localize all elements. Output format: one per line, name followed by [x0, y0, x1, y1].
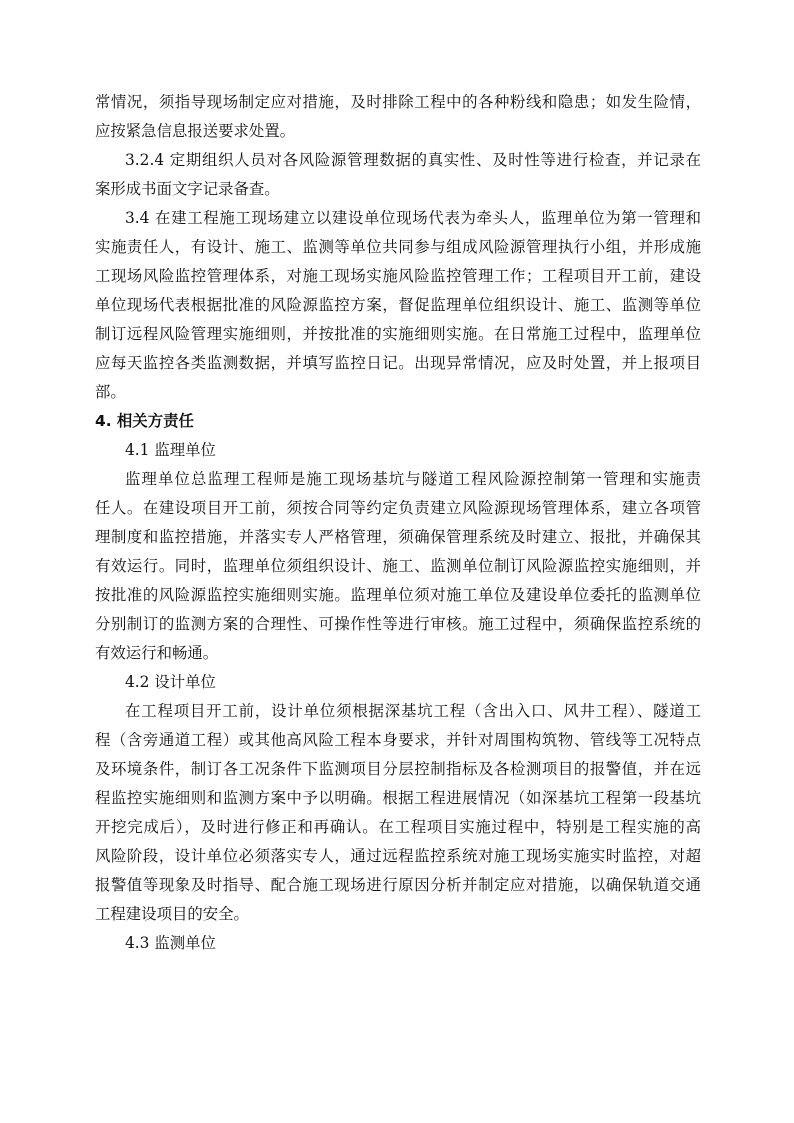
text-line: 监理单位总监理工程师是施工现场基坑与隧道工程风险源控制第一管理和实施责	[125, 470, 701, 488]
text-line: 常情况，须指导现场制定应对措施，及时排除工程中的各种粉线和隐患；如发生险情，	[95, 93, 701, 111]
section-4-heading: 4. 相关方责任	[95, 412, 194, 430]
text-line: 开挖完成后），及时进行修正和再确认。在工程项目实施过程中，特别是工程实施的高	[95, 818, 701, 836]
item-3-4-paragraph	[95, 204, 701, 407]
section-4-1-heading: 4.1 监理单位	[125, 441, 216, 459]
text-line: 3.2.4 定期组织人员对各风险源管理数据的真实性、及时性等进行检查，并记录在	[125, 151, 701, 169]
text-line: 部。	[95, 383, 126, 401]
text-line: 程（含旁通道工程）或其他高风险工程本身要求，并针对周围构筑物、管线等工况特点	[95, 731, 701, 749]
item-3-2-4-paragraph	[95, 146, 701, 204]
section-4-2-heading: 4.2 设计单位	[125, 673, 216, 691]
text-line: 3.4 在建工程施工现场建立以建设单位现场代表为牵头人，监理单位为第一管理和	[125, 209, 701, 227]
text-line: 应每天监控各类监测数据，并填写监控日记。出现异常情况，应及时处置，并上报项目	[95, 354, 701, 372]
text-line: 有效运行和畅通。	[95, 644, 219, 662]
section-4-3-heading: 4.3 监测单位	[125, 934, 216, 952]
text-line: 风险阶段，设计单位必须落实专人，通过远程监控系统对施工现场实施实时监控，对超	[95, 847, 701, 865]
text-line: 及环境条件，制订各工况条件下监测项目分层控制指标及各检测项目的报警值，并在远	[95, 760, 701, 778]
section-4-2-paragraph	[95, 697, 701, 929]
text-line: 程监控实施细则和监测方案中予以明确。根据工程进展情况（如深基坑工程第一段基坑	[95, 789, 701, 807]
text-line: 应按紧急信息报送要求处置。	[95, 122, 296, 140]
text-line: 理制度和监控措施，并落实专人严格管理，须确保管理系统及时建立、报批，并确保其	[95, 528, 701, 546]
text-line: 按批准的风险源监控实施细则实施。监理单位须对施工单位及建设单位委托的监测单位	[95, 586, 701, 604]
section-4-1-paragraph	[95, 465, 701, 668]
continuation-paragraph	[95, 88, 701, 146]
document-page	[95, 88, 701, 958]
text-line: 工程建设项目的安全。	[95, 905, 249, 923]
text-line: 报警值等现象及时指导、配合施工现场进行原因分析并制定应对措施，以确保轨道交通	[95, 876, 701, 894]
text-line: 单位现场代表根据批准的风险源监控方案，督促监理单位组织设计、施工、监测等单位	[95, 296, 701, 314]
text-line: 任人。在建设项目开工前，须按合同等约定负责建立风险源现场管理体系，建立各项管	[95, 499, 701, 517]
text-line: 有效运行。同时，监理单位须组织设计、施工、监测单位制订风险源监控实施细则，并	[95, 557, 701, 575]
text-line: 分别制订的监测方案的合理性、可操作性等进行审核。施工过程中，须确保监控系统的	[95, 615, 701, 633]
text-line: 制订远程风险管理实施细则，并按批准的实施细则实施。在日常施工过程中，监理单位	[95, 325, 701, 343]
text-line: 工现场风险监控管理体系，对施工现场实施风险监控管理工作；工程项目开工前，建设	[95, 267, 701, 285]
text-line: 案形成书面文字记录备查。	[95, 180, 280, 198]
text-line: 在工程项目开工前，设计单位须根据深基坑工程（含出入口、风井工程）、隧道工	[125, 702, 701, 720]
text-line: 实施责任人，有设计、施工、监测等单位共同参与组成风险源管理执行小组，并形成施	[95, 238, 701, 256]
